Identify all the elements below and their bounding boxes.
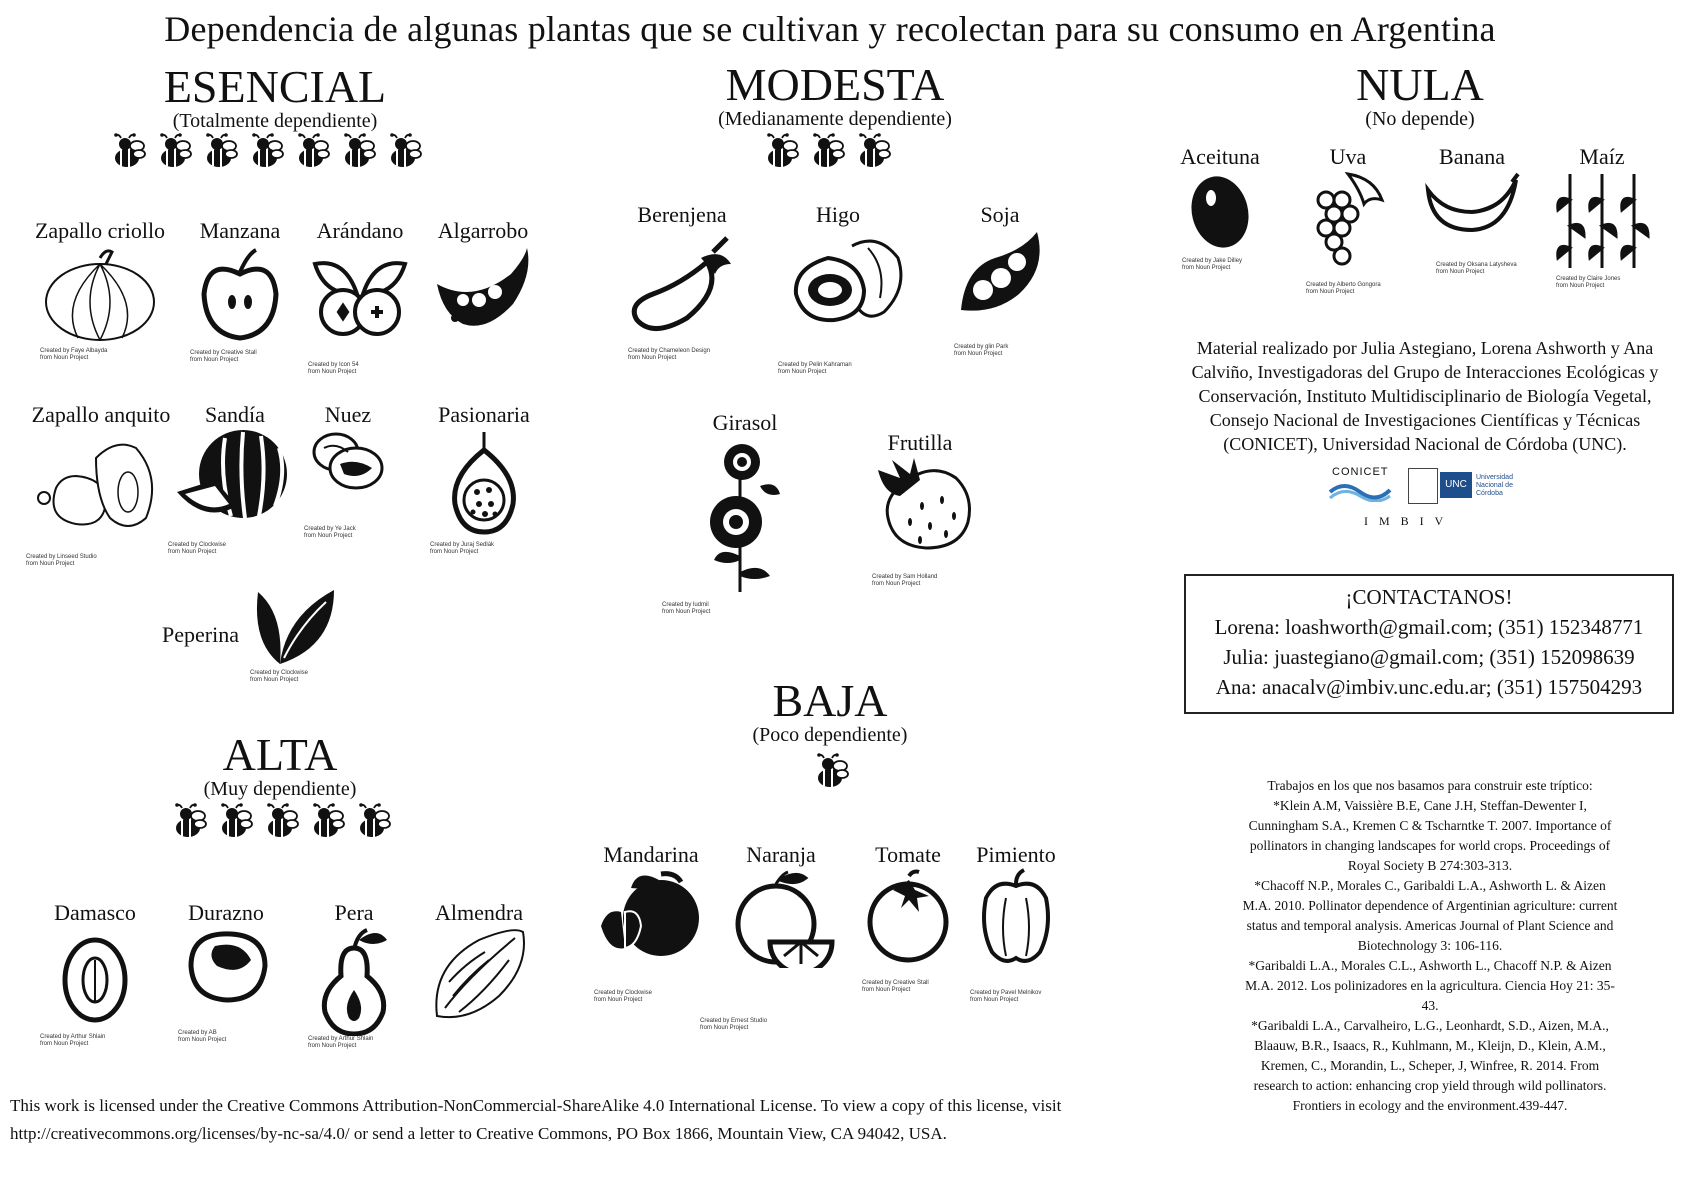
references [1240, 776, 1620, 1116]
walnut-icon [310, 428, 386, 492]
category-title: BAJA [772, 675, 888, 726]
eggplant-icon [627, 228, 737, 338]
pod-icon [433, 244, 533, 334]
imbiv-logo: I M B I V [1364, 514, 1448, 528]
plant-manzana [190, 218, 290, 344]
bee-icon [852, 132, 892, 172]
category-subtitle: (No depende) [1365, 108, 1475, 130]
bee-icon [337, 132, 377, 172]
icon-credit: Created by Oksana Latysheva from Noun Project [1436, 262, 1517, 275]
icon-credit: Created by Creative Stall from Noun Project [190, 350, 257, 363]
tomato-icon [863, 868, 953, 964]
references-intro: Trabajos en los que nos basamos para construir este tríptico: [1267, 778, 1593, 793]
reference-item: *Garibaldi L.A., Carvalheiro, L.G., Leonhardt, S.D., Aizen, M.A., Blaauw, B.R., Isaacs, R., Kuhlmann, M., Kleijn, D., Klein, A.M., Kremen, C., Morandin, L., Scheper, J, Winfree, R. 2014. From research to action: enhancing crop yield through wild pollinators. Frontiers in ecology and the environment.439-447. [1251, 1018, 1609, 1113]
almond-icon [429, 926, 529, 1026]
bee-icon [806, 132, 846, 172]
plant-tomate [858, 842, 958, 964]
blueberry-icon [305, 244, 415, 344]
plant-sandia [170, 402, 300, 528]
plant-uva [1308, 144, 1388, 270]
bee-rating [120, 802, 440, 842]
orange-icon [726, 868, 836, 968]
icon-credit: Created by Clockwise from Noun Project [594, 990, 653, 1003]
icon-credit: Created by ludmil from Noun Project [662, 602, 711, 615]
apricot-icon [55, 926, 135, 1026]
category-subtitle: (Totalmente dependiente) [172, 110, 378, 132]
icon-credit: Created by Arthur Shlain from Noun Project [40, 1034, 106, 1047]
category-title: NULA [1356, 59, 1484, 110]
category-esencial [140, 61, 410, 132]
authors-text: Material realizado por Julia Astegiano, Lorena Ashworth y Ana Calviño, Investigadoras del Grupo de Interacciones Ecológicas y Conservación, Instituto Multidisciplinario de Biología Vegetal, Consejo Nacional de Investigaciones Científicas y Técnicas (CONICET), Universidad Nacional de Córdoba (UNC). [1191, 338, 1659, 454]
plant-label: Algarrobo [437, 218, 529, 243]
category-nula [1340, 59, 1500, 130]
plant-label: Sandía [205, 402, 265, 427]
plant-zapallo-criollo [30, 218, 170, 344]
icon-credit: Created by Pelin Kahraman from Noun Project [778, 362, 852, 375]
plant-label: Pasionaria [438, 402, 530, 427]
plant-label: Frutilla [887, 430, 953, 455]
plant-peperina-label: Peperina [162, 622, 239, 647]
icon-credit: Created by Claire Jones from Noun Project [1556, 276, 1621, 289]
plant-almendra [424, 900, 534, 1026]
icon-credit: Created by Chameleon Design from Noun Project [628, 348, 711, 361]
plant-label: Aceituna [1180, 144, 1260, 169]
icon-credit: Created by Icon 54 from Noun Project [308, 362, 359, 375]
plant-aceituna [1170, 144, 1270, 250]
plant-label: Girasol [712, 410, 778, 435]
plant-label: Maíz [1579, 144, 1625, 169]
page-title: Dependencia de algunas plantas que se cultivan y recolectan para su consumo en Argentina [164, 9, 1496, 49]
unc-name: Universidad Nacional de Córdoba [1476, 474, 1513, 497]
plant-higo [788, 202, 888, 328]
plant-label: Manzana [199, 218, 281, 243]
bee-rating [100, 132, 430, 172]
bee-icon [214, 802, 254, 842]
plant-soja [950, 202, 1050, 318]
license-text: This work is licensed under the Creative Commons Attribution-NonCommercial-ShareAlike 4.0 International License. To view a copy of this license, visit http://creativecommons.org/licenses/by-nc-sa/4.0/ or send a letter to Creative Commons, PO Box 1866, Mountain View, CA 94042, USA. [10, 1096, 1062, 1143]
icon-credit: Created by Clockwise from Noun Project [250, 670, 309, 683]
leaves-icon [250, 586, 336, 666]
reference-item: *Garibaldi L.A., Morales C.L., Ashworth L., Chacoff N.P. & Aizen M.A. 2012. Los polinizadores en la agricultura. Ciencia Hoy 21: 35-43. [1245, 958, 1615, 1013]
plant-arandano [300, 218, 420, 344]
plant-naranja [726, 842, 836, 968]
contact-lorena: Lorena: loashworth@gmail.com; (351) 152348771 [1214, 615, 1644, 639]
bee-icon [260, 802, 300, 842]
plant-durazno [176, 900, 276, 1006]
tangerine-icon [601, 868, 701, 964]
plant-label: Naranja [746, 842, 816, 867]
icon-credit: Created by Jake Dilley from Noun Project [1182, 258, 1243, 271]
reference-item: *Klein A.M, Vaissière B.E, Cane J.H, Steffan-Dewenter I, Cunningham S.A., Kremen C & Tscharntke T. 2007. Importance of pollinators in changing landscapes for world crops. Proceedings of Royal Society B 274:303-313. [1248, 798, 1612, 873]
plant-pasionaria [430, 402, 538, 538]
plant-nuez [308, 402, 388, 492]
icon-credit: Created by Sam Holland from Noun Project [872, 574, 938, 587]
bee-icon [153, 132, 193, 172]
bee-icon [199, 132, 239, 172]
conicet-logo-mark [1328, 480, 1392, 502]
contact-ana: Ana: anacalv@imbiv.unc.edu.ar; (351) 157504293 [1215, 675, 1643, 699]
icon-credit: Created by Creative Stall from Noun Project [862, 980, 929, 993]
pear-icon [317, 926, 391, 1036]
bee-icon [760, 132, 800, 172]
plant-label: Banana [1439, 144, 1505, 169]
plant-maiz [1552, 144, 1652, 270]
passionfruit-icon [449, 428, 519, 538]
banana-icon [1422, 170, 1522, 240]
category-modesta [700, 59, 970, 130]
apple-icon [198, 244, 282, 344]
plant-frutilla [870, 430, 970, 552]
bee-icon [306, 802, 346, 842]
bee-icon [107, 132, 147, 172]
icon-credit: Created by Ernest Studio from Noun Project [700, 1018, 768, 1031]
contact-heading: ¡CONTACTANOS! [1345, 585, 1513, 609]
plant-banana [1422, 144, 1522, 240]
peach-icon [181, 926, 271, 1006]
plant-label: Pera [334, 900, 374, 925]
plant-label: Durazno [188, 900, 264, 925]
reference-item: *Chacoff N.P., Morales C., Garibaldi L.A., Ashworth L. & Aizen M.A. 2010. Pollinator dependence of Argentinian agriculture: current status and temporal analysis. Americas Journal of Plant Science and Biotechnology 3: 106-116. [1242, 878, 1618, 953]
plant-girasol [700, 410, 790, 596]
category-title: ALTA [222, 729, 338, 780]
butternut-squash-icon [36, 428, 166, 538]
icon-credit: Created by Alberto Gongora from Noun Project [1306, 282, 1381, 295]
icon-credit: Created by Juraj Sedlák from Noun Project [430, 542, 495, 555]
plant-label: Damasco [54, 900, 136, 925]
plant-pimiento [966, 842, 1066, 968]
plant-label: Zapallo anquito [31, 402, 171, 427]
icon-credit: Created by Linseed Studio from Noun Project [26, 554, 97, 567]
unc-logo: UNC [1440, 472, 1472, 498]
bee-icon [383, 132, 423, 172]
plant-pera [314, 900, 394, 1036]
pepper-icon [976, 868, 1056, 968]
plant-label: Tomate [875, 842, 941, 867]
plant-label: Zapallo criollo [34, 218, 166, 243]
watermelon-icon [175, 428, 295, 528]
bee-icon [352, 802, 392, 842]
plant-label: Almendra [435, 900, 523, 925]
pumpkin-icon [40, 244, 160, 344]
contact-julia: Julia: juastegiano@gmail.com; (351) 152098639 [1223, 645, 1635, 669]
conicet-logo: CONICET [1332, 466, 1389, 478]
plant-label: Mandarina [603, 842, 699, 867]
plant-algarrobo [428, 218, 538, 334]
icon-credit: Created by Faye Albayda from Noun Project [40, 348, 108, 361]
bee-rating [756, 132, 896, 172]
plant-zapallo-anquito [26, 402, 176, 538]
bee-icon [245, 132, 285, 172]
corn-icon [1554, 170, 1650, 270]
category-subtitle: (Muy dependiente) [203, 778, 357, 800]
icon-credit: Created by AB from Noun Project [178, 1030, 227, 1043]
plant-label: Nuez [324, 402, 372, 427]
icon-credit: Created by Clockwise from Noun Project [168, 542, 227, 555]
icon-credit: Created by Arthur Shlain from Noun Project [308, 1036, 374, 1049]
soybean-icon [955, 228, 1045, 318]
contact-box [1184, 574, 1674, 714]
category-alta [150, 729, 410, 800]
strawberry-icon [870, 456, 974, 552]
plant-label: Arándano [316, 218, 404, 243]
plant-label: Pimiento [976, 842, 1056, 867]
grapes-icon [1308, 170, 1388, 270]
category-subtitle: (Poco dependiente) [752, 724, 908, 746]
plant-mandarina [596, 842, 706, 964]
plant-label: Berenjena [637, 202, 727, 227]
category-subtitle: (Medianamente dependiente) [718, 108, 952, 130]
plant-label: Soja [980, 202, 1020, 227]
icon-credit: Created by Pavel Melnikov from Noun Project [970, 990, 1042, 1003]
category-title: ESENCIAL [163, 61, 387, 112]
icon-credit: Created by Ye Jack from Noun Project [304, 526, 356, 539]
bee-rating [790, 752, 870, 792]
plant-label: Uva [1329, 144, 1367, 169]
bee-icon [810, 752, 850, 792]
category-baja [730, 675, 930, 746]
plant-label: Higo [816, 202, 860, 227]
bee-icon [168, 802, 208, 842]
category-title: MODESTA [725, 59, 945, 110]
sunflower-icon [700, 436, 790, 596]
plant-berenjena [622, 202, 742, 338]
fig-icon [788, 228, 908, 328]
bee-icon [291, 132, 331, 172]
plant-damasco [40, 900, 150, 1026]
olive-icon [1185, 170, 1255, 250]
icon-credit: Created by glin Park from Noun Project [954, 344, 1009, 357]
unc-shield-logo [1408, 468, 1438, 504]
institution-logos [1328, 466, 1528, 536]
